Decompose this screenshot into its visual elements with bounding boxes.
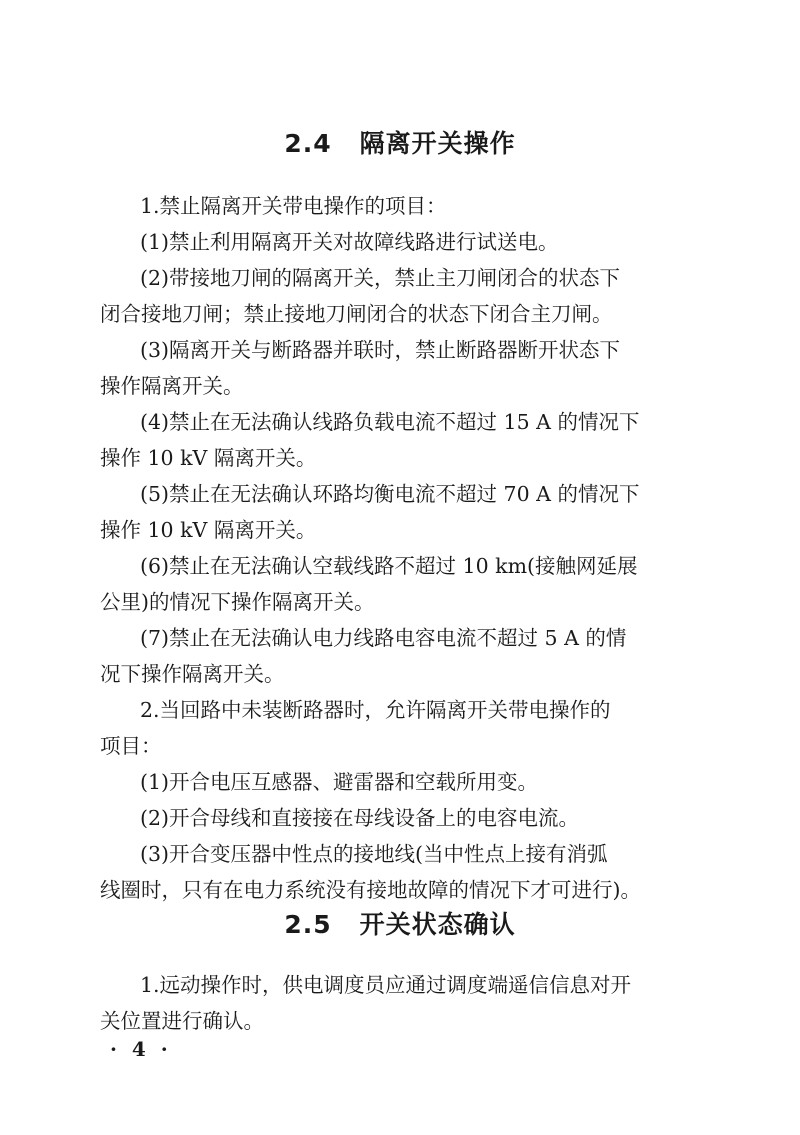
list-item: (6)禁止在无法确认空载线路不超过 10 km(接触网延展 (140, 554, 638, 578)
list-item: (5)禁止在无法确认环路均衡电流不超过 70 A 的情况下 (140, 482, 640, 506)
list-item: (2)带接地刀闸的隔离开关，禁止主刀闸闭合的状态下 (140, 266, 621, 290)
list-item-continuation: 线圈时，只有在电力系统没有接地故障的情况下才可进行)。 (100, 878, 641, 902)
list-item-heading: 1.远动操作时，供电调度员应通过调度端遥信信息对开 (140, 973, 632, 997)
section-heading-2-5 (100, 910, 700, 940)
list-item: (3)开合变压器中性点的接地线(当中性点上接有消弧 (140, 842, 608, 866)
section-heading-2-4 (100, 129, 700, 159)
list-item-continuation: 况下操作隔离开关。 (100, 662, 285, 686)
page-number: · 4 · (110, 1037, 172, 1061)
list-item-continuation: 项目： (100, 734, 162, 758)
list-item: (1)禁止利用隔离开关对故障线路进行试送电。 (140, 230, 559, 254)
section-number: 2.5 (284, 910, 332, 939)
list-item-heading: 2.当回路中未装断路器时，允许隔离开关带电操作的 (140, 698, 611, 722)
document-page (100, 0, 700, 1135)
section-title: 开关状态确认 (359, 910, 516, 939)
list-item: (3)隔离开关与断路器并联时，禁止断路器断开状态下 (140, 338, 621, 362)
list-item: (1)开合电压互感器、避雷器和空载所用变。 (140, 770, 539, 794)
list-item-continuation: 公里)的情况下操作隔离开关。 (100, 590, 375, 614)
list-item-continuation: 操作 10 kV 隔离开关。 (100, 518, 317, 542)
section-number: 2.4 (284, 129, 332, 158)
list-item-heading: 1.禁止隔离开关带电操作的项目： (140, 194, 447, 218)
list-item: (4)禁止在无法确认线路负载电流不超过 15 A 的情况下 (140, 410, 640, 434)
list-item-continuation: 闭合接地刀闸；禁止接地刀闸闭合的状态下闭合主刀闸。 (100, 302, 613, 326)
section-title: 隔离开关操作 (359, 129, 516, 158)
list-item-continuation: 操作 10 kV 隔离开关。 (100, 446, 317, 470)
list-item-continuation: 关位置进行确认。 (100, 1009, 264, 1033)
list-item: (2)开合母线和直接接在母线设备上的电容电流。 (140, 806, 580, 830)
list-item-continuation: 操作隔离开关。 (100, 374, 244, 398)
list-item: (7)禁止在无法确认电力线路电容电流不超过 5 A 的情 (140, 626, 627, 650)
